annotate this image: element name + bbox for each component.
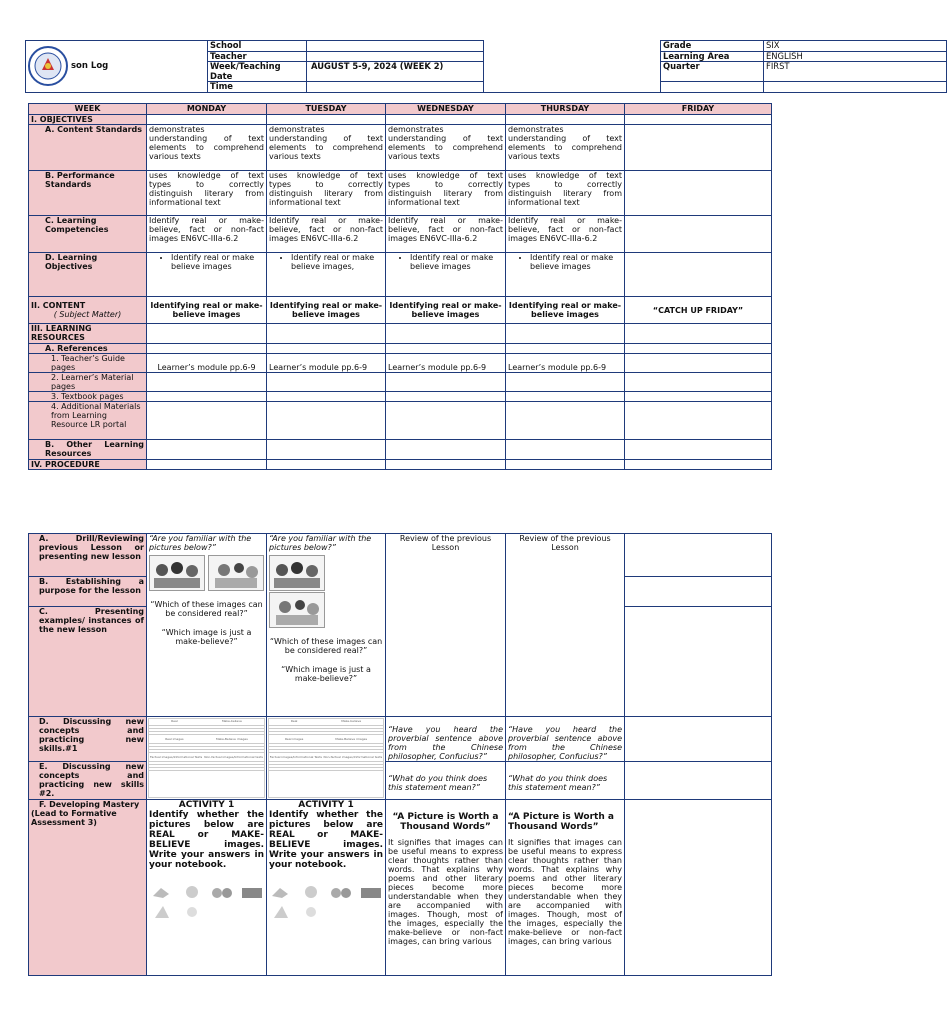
discussing2-label: E. Discussing new concepts and practicing new skills #2. (29, 762, 147, 800)
mastery-label: F. Developing Mastery (Lead to Formative Assessment 3) (29, 800, 147, 976)
performance-wed: uses knowledge of text types to correctly distinguish literary from informational text (386, 171, 506, 216)
col-thursday: THURSDAY (506, 104, 625, 115)
objective-thu: • Identify real or make believe images (506, 253, 625, 297)
content-mon: Identifying real or make-believe images (147, 297, 267, 324)
logo-cell (26, 41, 208, 93)
review-thu: Review of the previous Lesson (506, 534, 625, 717)
content-label: II. CONTENT ( Subject Matter) (29, 297, 147, 324)
other-resources-label: B. Other Learning Resources (29, 440, 147, 460)
time-value (307, 82, 484, 93)
meaning-question-thu: “What do you think does this statement mean?” (506, 762, 625, 800)
purpose-label: B. Establishing a purpose for the lesson (29, 577, 147, 607)
objective-wed: • Identify real or make believe images (386, 253, 506, 297)
module-wed: Learner’s module pp.6-9 (386, 354, 506, 373)
drill-mon: “Are you familiar with the pictures below?” “Which of these images can be considered real?” “Which image is just a make-believe?” (147, 534, 267, 717)
quarter-label: Quarter (661, 62, 764, 82)
content-fri: “CATCH UP FRIDAY” (625, 297, 772, 324)
cartoon-image (208, 555, 264, 591)
content-standards-wed: demonstrates understanding of text elements to comprehend various texts (386, 125, 506, 171)
performance-thu: uses knowledge of text types to correctly distinguish literary from informational text (506, 171, 625, 216)
header-gap (484, 41, 661, 52)
performance-tue: uses knowledge of text types to correctly distinguish literary from informational text (267, 171, 386, 216)
col-wednesday: WEDNESDAY (386, 104, 506, 115)
col-monday: MONDAY (147, 104, 267, 115)
logo-title: son Log (71, 60, 109, 71)
week-date-value: AUGUST 5-9, 2024 (WEEK 2) (307, 62, 484, 82)
proverb-thu: “A Picture is Worth a Thousand Words” It signifies that images can be useful means to express clear thoughts rather than words. That explains why poems and other literary pieces become more understandable when they are accompanied with images. Though, most of the images, especially the make-believe or non-fact images, can bring various (506, 800, 625, 976)
quarter-value: FIRST (764, 62, 947, 82)
cartoon-image (269, 592, 325, 628)
header-table (25, 40, 947, 93)
kids-photo-image (149, 555, 205, 591)
content-thu: Identifying real or make-believe images (506, 297, 625, 324)
content-standards-label: A. Content Standards (29, 125, 147, 171)
competencies-thu: Identify real or make-believe, fact or non-fact images EN6VC-IIIa-6.2 (506, 216, 625, 253)
teacher-label: Teacher (208, 51, 307, 62)
activity-tue: ACTIVITY 1 Identify whether the pictures below are REAL or MAKE-BELIEVE images. Write your answers in your notebook. (267, 800, 386, 976)
proverb-wed: “A Picture is Worth a Thousand Words” It signifies that images can be useful means to express clear thoughts rather than words. That explains why poems and other literary pieces become more understandable when they are accompanied with images. Though, most of the images, especially the make-believe or non-fact images, can bring various (386, 800, 506, 976)
header-gap (484, 51, 661, 62)
col-week: WEEK (29, 104, 147, 115)
school-label: School (208, 41, 307, 52)
competencies-mon: Identify real or make-believe, fact or non-fact images EN6VC-IIIa-6.2 (147, 216, 267, 253)
review-wed: Review of the previous Lesson (386, 534, 506, 717)
grade-value: SIX (764, 41, 947, 52)
concept-chart-mon (147, 717, 267, 800)
lm-pages-label: 2. Learner’s Material pages (29, 373, 147, 392)
activity-pictures-image (269, 884, 383, 920)
blank-label (661, 82, 764, 93)
additional-label: 4. Additional Materials from Learning Resource LR portal (29, 402, 147, 440)
activity-mon: ACTIVITY 1 Identify whether the pictures below are REAL or MAKE-BELIEVE images. Write your answers in your notebook. (147, 800, 267, 976)
discussing1-label: D. Discussing new concepts and practicing new skills.#1 (29, 717, 147, 762)
content-standards-mon: demonstrates understanding of text elements to comprehend various texts (147, 125, 267, 171)
performance-label: B. Performance Standards (29, 171, 147, 216)
concept-chart-tue (267, 717, 386, 800)
col-tuesday: TUESDAY (267, 104, 386, 115)
references-label: A. References (29, 344, 147, 354)
learning-area-value: ENGLISH (764, 51, 947, 62)
objectives-heading: I. OBJECTIVES (29, 115, 147, 125)
learning-area-label: Learning Area (661, 51, 764, 62)
content-wed: Identifying real or make-believe images (386, 297, 506, 324)
content-standards-thu: demonstrates understanding of text elements to comprehend various texts (506, 125, 625, 171)
module-mon: Learner’s module pp.6-9 (147, 354, 267, 373)
concept-chart-image: Real Make-believe Real images Make-Believe images Factual images/Informational Texts Non-factual images/Informational texts (148, 718, 265, 798)
content-standards-tue: demonstrates understanding of text elements to comprehend various texts (267, 125, 386, 171)
proverb-question-thu: “Have you heard the proverbial sentence above from the Chinese philosopher, Confucius?” (506, 717, 625, 762)
grade-label: Grade (661, 41, 764, 52)
concept-chart-image: Real Make-believe Real images Make-Believe images Factual images/Informational Texts Non-factual images/Informational texts (268, 718, 384, 798)
proverb-question-wed: “Have you heard the proverbial sentence above from the Chinese philosopher, Confucius?” (386, 717, 506, 762)
kids-photo-image (269, 555, 325, 591)
header-gap (484, 62, 661, 82)
col-friday: FRIDAY (625, 104, 772, 115)
activity-pictures-image (149, 884, 264, 920)
module-tue: Learner’s module pp.6-9 (267, 354, 386, 373)
objectives-label: D. Learning Objectives (29, 253, 147, 297)
blank-value (764, 82, 947, 93)
header-gap (484, 82, 661, 93)
module-thu: Learner’s module pp.6-9 (506, 354, 625, 373)
procedure-heading: IV. PROCEDURE (29, 460, 147, 470)
tg-pages-label: 1. Teacher’s Guide pages (29, 354, 147, 373)
learning-resources-heading: III. LEARNING RESOURCES (29, 324, 147, 344)
deped-seal-icon (28, 46, 68, 86)
teacher-value (307, 51, 484, 62)
lesson-table-1 (28, 103, 772, 470)
presenting-label: C. Presenting examples/ instances of the new lesson (29, 607, 147, 717)
lesson-table-2 (28, 533, 772, 976)
objective-tue: • Identify real or make believe images, (267, 253, 386, 297)
drill-label: A. Drill/Reviewing previous Lesson or presenting new lesson (29, 534, 147, 577)
school-value (307, 41, 484, 52)
meaning-question-wed: “What do you think does this statement mean?” (386, 762, 506, 800)
content-tue: Identifying real or make-believe images (267, 297, 386, 324)
competencies-label: C. Learning Competencies (29, 216, 147, 253)
time-label: Time (208, 82, 307, 93)
week-date-label: Week/Teaching Date (208, 62, 307, 82)
competencies-tue: Identify real or make-believe, fact or non-fact images EN6VC-IIIa-6.2 (267, 216, 386, 253)
drill-tue: “Are you familiar with the pictures below?” “Which of these images can be considered real?” “Which image is just a make-believe?” (267, 534, 386, 717)
tb-pages-label: 3. Textbook pages (29, 392, 147, 402)
competencies-wed: Identify real or make-believe, fact or non-fact images EN6VC-IIIa-6.2 (386, 216, 506, 253)
objective-mon: • Identify real or make believe images (147, 253, 267, 297)
performance-mon: uses knowledge of text types to correctly distinguish literary from informational text (147, 171, 267, 216)
